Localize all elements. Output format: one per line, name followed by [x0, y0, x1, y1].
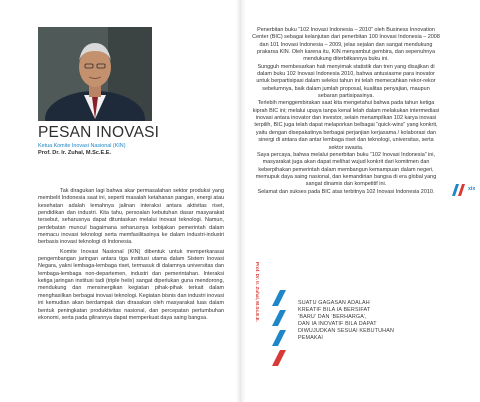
quote-line: ‘BARU’ DAN ‘BERHARGA’, — [298, 314, 367, 320]
page-title: PESAN INOVASI — [38, 124, 160, 141]
pull-quote — [298, 300, 418, 342]
quote-line: SUATU GAGASAN ADALAH — [298, 300, 370, 306]
paragraph: Selamat dan sukses pada BIC atas terbitnya 102 Inovasi Indonesia 2010. — [257, 188, 435, 195]
quote-line: KREATIF BILA IA BERSIFAT — [298, 307, 371, 313]
paragraph: Terlebih menggembirakan saat kita mengetahui bahwa pada tahun ketiga kiprah BIC ini; melalui upaya tanpa kenal lelah dalam melakukan intermediasi inovasi antara inovator dan investor, selain menampilkan 102 karya inovasi terpilih, BIC juga telah dapat melaporkan belbagai “quick-wins” yang konkrit, yaitu dengan disepakatinya berbagai perjanjian kerjasama / kolaborasi dan sinergi di antara dan antar lembaga riset dan teknologi, universitas, serta sektor swasta. — [252, 100, 440, 151]
right-body-text — [252, 27, 440, 196]
author-name: Prof. Dr. Ir. Zuhal, M.Sc.E.E. — [38, 150, 112, 156]
page-marker-slashes-icon — [452, 184, 466, 196]
paragraph: Sungguh membesarkan hati menyimak statistik dan tren yang disajikan di dalam buku 102 Inovasi Indonesia 2010, bahwa antusiasme para inovator untuk berpartisipasi dalam seleksi tahun ini telah memecahkan rekor-rekor sebelumnya, baik dalam jumlah proposal, kualitas penyajian, maupun sebaran partisipasinya. — [256, 63, 436, 100]
quote-line: PEMAKAI — [298, 335, 324, 341]
page-gutter — [236, 0, 246, 402]
left-body-text — [38, 188, 224, 324]
quote-line: DIWUJUDKAN SESUAI KEBUTUHAN — [298, 328, 395, 334]
quote-line: DAN IA INOVATIF BILA DAPAT — [298, 321, 377, 327]
paragraph: Saya percaya, bahwa melalui penerbitan buku “102 Inovasi Indonesia” ini, masyarakat juga akan dapat melihat wujud konkrit dari komitmen dan keberpihakan pemerintah dalam membangun kemampuan dalam negeri, memupuk daya saing nasional, dan kemandirian bangsa di era global yang sangat dinamis dan kompetitif ini. — [255, 151, 437, 188]
author-role: Ketua Komite Inovasi Nasional (KIN) — [38, 143, 126, 149]
paragraph: Penerbitan buku “102 Inovasi Indonesia – 2010” oleh Business Innovation Center (BIC) sebagai kelanjutan dari penerbitan 100 Inovasi Indonesia – 2008 dan 101 Inovasi Indonesia – 2009, jelas sejalan dan sangat mendukung prakarsa KIN. Oleh karena itu, KIN menyambut gembira, dan sepenuhnya mendukung diterbitkannya buku ini. — [252, 27, 440, 63]
paragraph: Tak diragukan lagi bahwa akar permasalahan sektor produksi yang membelit Indonesia saat ini, seperti masalah ketahanan pangan, energi atau kesehatan adalah lemahnya jalinan interaksi antara aktivitas riset, pendidikan dan industri. Kita tahu, persoalan kebutuhan dasar masyarakat tersebut, seharusnya dapat dituntaskan melalui inovasi teknologi. Namun, perdebatan muncul bagaimana seharusnya kebijakan pemerintah dalam memacu inovasi teknologi serta memfasilitasinya ke dalam industri-industri berbasis inovasi teknologi di Indonesia. — [38, 188, 224, 246]
author-portrait — [38, 27, 152, 121]
portrait-illustration — [38, 27, 152, 121]
page-number: xix — [468, 186, 476, 192]
vertical-author-text: Prof. Dr. Ir. Zuhal, M.Sc.E.E. — [255, 262, 260, 322]
paragraph: Komite Inovasi Nasional (KIN) dibentuk untuk memperkarasai pengembangan jaringan antara tiga institusi utama dalam Sistem Inovasi Negara, yakni lembaga-lembaga riset, termasuk di dalamnya universitas dan lembaga-lembaga non-departemen, industri dan pemerintahan. Interaksi ketiga jaringan institusi tadi (triple helix) sangat diperlukan guna mendorong, mendukung dan mensinergikan kegiatan pihak-pihak terkait dalam menghasilkan berbagai inovasi teknologi. Kegiatan bisnis dan industri inovasi ini kemudian akan berdampak dan dirasakan oleh masyarakat luas dalam bentuk peningkatan produktivitas nasional, dan percepatan pertumbuhan ekonomi, serta pada gilirannya dapat memperkuat daya saing bangsa. — [38, 248, 224, 321]
vertical-author-tag — [253, 262, 261, 322]
decorative-slashes-icon — [266, 290, 292, 370]
